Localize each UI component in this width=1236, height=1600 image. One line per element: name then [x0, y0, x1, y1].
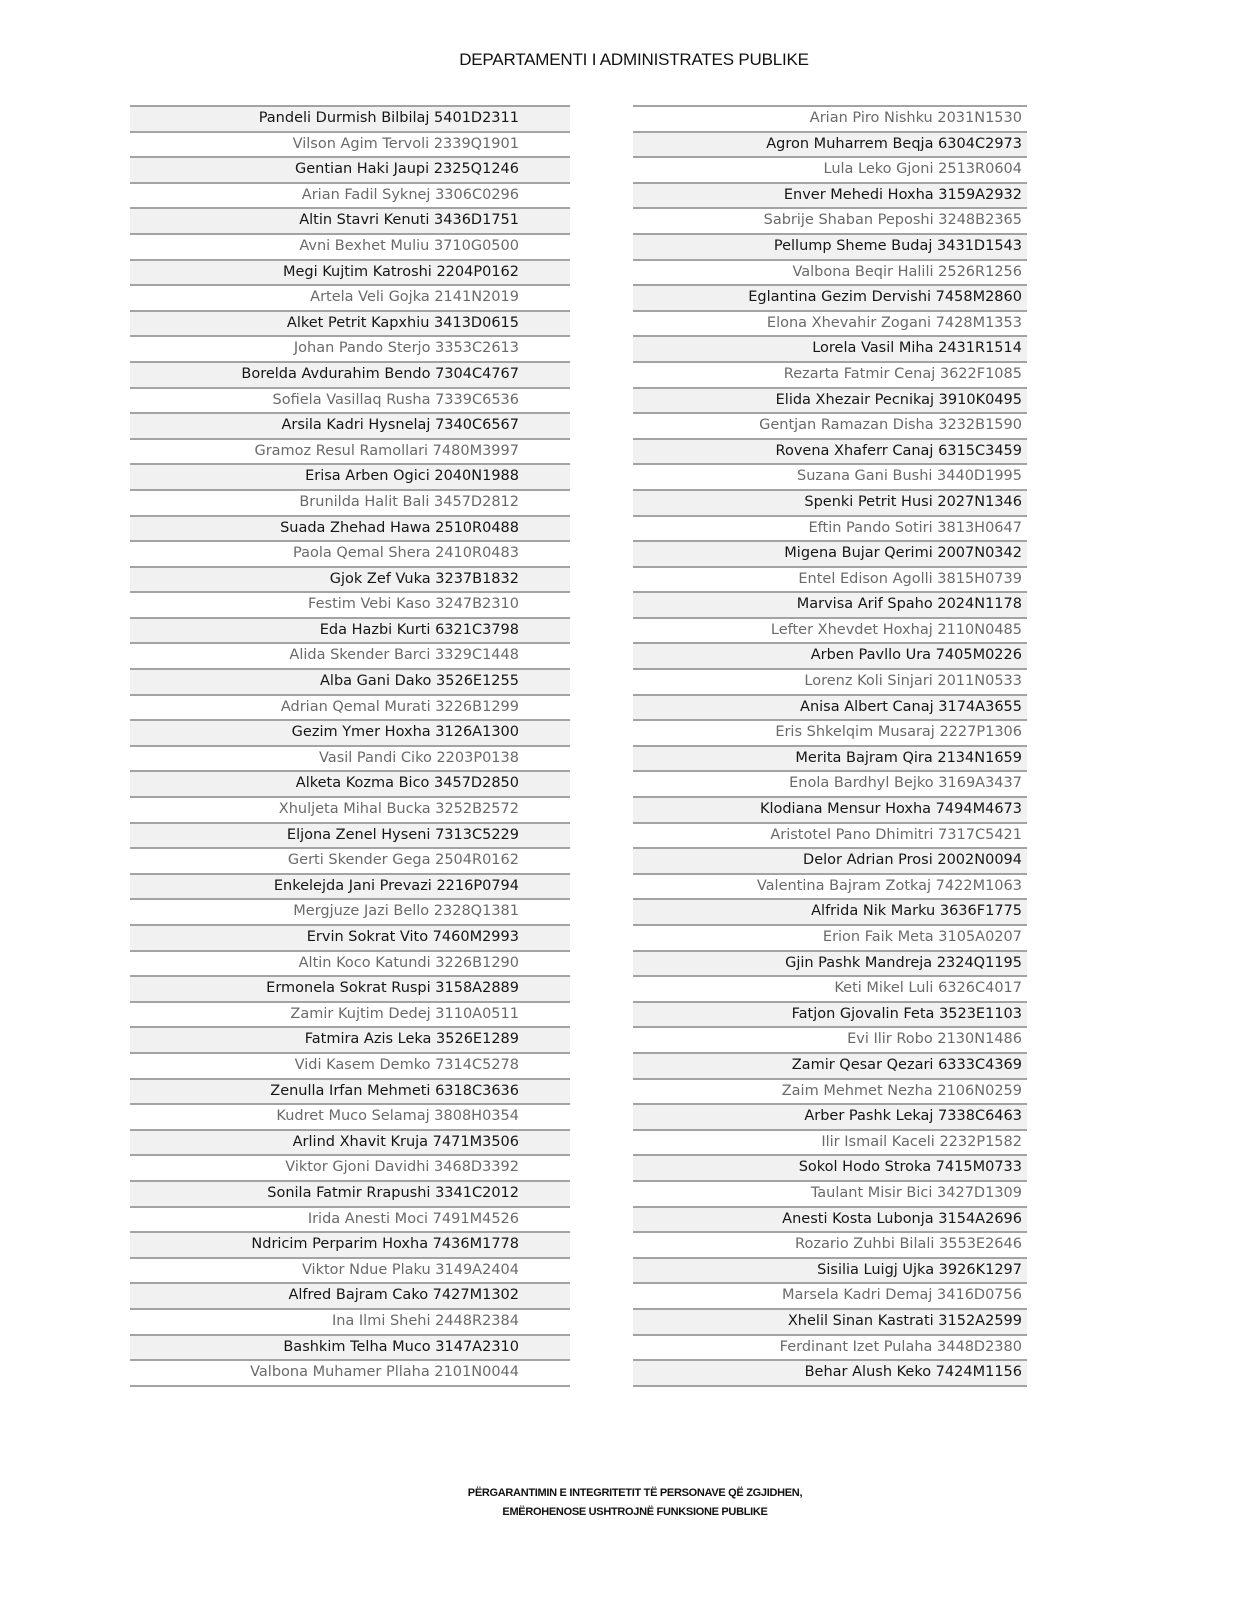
list-item: Pellump Sheme Budaj 3431D1543 [633, 233, 1027, 259]
list-item: Eris Shkelqim Musaraj 2227P1306 [633, 719, 1027, 745]
list-item: Arsila Kadri Hysnelaj 7340C6567 [130, 412, 570, 438]
list-item: Arian Piro Nishku 2031N1530 [633, 105, 1027, 131]
list-item: Adrian Qemal Murati 3226B1299 [130, 694, 570, 720]
list-item: Migena Bujar Qerimi 2007N0342 [633, 540, 1027, 566]
list-item: Bashkim Telha Muco 3147A2310 [130, 1334, 570, 1360]
list-item: Eda Hazbi Kurti 6321C3798 [130, 617, 570, 643]
right-name-list [633, 105, 1027, 1387]
list-item: Merita Bajram Qira 2134N1659 [633, 745, 1027, 771]
list-item: Sisilia Luigj Ujka 3926K1297 [633, 1257, 1027, 1283]
left-name-list [130, 105, 570, 1387]
list-item: Eglantina Gezim Dervishi 7458M2860 [633, 284, 1027, 310]
list-item: Gjok Zef Vuka 3237B1832 [130, 566, 570, 592]
list-item: Gerti Skender Gega 2504R0162 [130, 847, 570, 873]
list-item: Sokol Hodo Stroka 7415M0733 [633, 1154, 1027, 1180]
list-item: Altin Stavri Kenuti 3436D1751 [130, 207, 570, 233]
list-item: Zamir Kujtim Dedej 3110A0511 [130, 1001, 570, 1027]
list-item: Suzana Gani Bushi 3440D1995 [633, 463, 1027, 489]
list-item: Vasil Pandi Ciko 2203P0138 [130, 745, 570, 771]
list-item: Arlind Xhavit Kruja 7471M3506 [130, 1129, 570, 1155]
list-item: Gentjan Ramazan Disha 3232B1590 [633, 412, 1027, 438]
list-item: Lula Leko Gjoni 2513R0604 [633, 156, 1027, 182]
list-item: Erion Faik Meta 3105A0207 [633, 924, 1027, 950]
list-item: Xhuljeta Mihal Bucka 3252B2572 [130, 796, 570, 822]
list-item: Zamir Qesar Qezari 6333C4369 [633, 1052, 1027, 1078]
list-item: Erisa Arben Ogici 2040N1988 [130, 463, 570, 489]
list-item: Zenulla Irfan Mehmeti 6318C3636 [130, 1078, 570, 1104]
list-item: Borelda Avdurahim Bendo 7304C4767 [130, 361, 570, 387]
list-item: Alfrida Nik Marku 3636F1775 [633, 898, 1027, 924]
list-item: Mergjuze Jazi Bello 2328Q1381 [130, 898, 570, 924]
list-item: Viktor Ndue Plaku 3149A2404 [130, 1257, 570, 1283]
list-item: Fatjon Gjovalin Feta 3523E1103 [633, 1001, 1027, 1027]
footer [0, 1484, 1236, 1522]
list-item: Aristotel Pano Dhimitri 7317C5421 [633, 822, 1027, 848]
list-item: Zaim Mehmet Nezha 2106N0259 [633, 1078, 1027, 1104]
list-item: Elida Xhezair Pecnikaj 3910K0495 [633, 387, 1027, 413]
list-item: Sonila Fatmir Rrapushi 3341C2012 [130, 1180, 570, 1206]
list-item: Rovena Xhaferr Canaj 6315C3459 [633, 438, 1027, 464]
list-item: Kudret Muco Selamaj 3808H0354 [130, 1103, 570, 1129]
list-item: Johan Pando Sterjo 3353C2613 [130, 335, 570, 361]
list-item: Sofiela Vasillaq Rusha 7339C6536 [130, 387, 570, 413]
list-item: Brunilda Halit Bali 3457D2812 [130, 489, 570, 515]
list-item: Evi Ilir Robo 2130N1486 [633, 1026, 1027, 1052]
list-item: Gezim Ymer Hoxha 3126A1300 [130, 719, 570, 745]
list-item: Valentina Bajram Zotkaj 7422M1063 [633, 873, 1027, 899]
list-item: Ina Ilmi Shehi 2448R2384 [130, 1308, 570, 1334]
list-item: Behar Alush Keko 7424M1156 [633, 1359, 1027, 1387]
list-item: Lorela Vasil Miha 2431R1514 [633, 335, 1027, 361]
page-title: DEPARTAMENTI I ADMINISTRATES PUBLIKE [459, 50, 809, 69]
list-item: Valbona Beqir Halili 2526R1256 [633, 259, 1027, 285]
list-item: Enver Mehedi Hoxha 3159A2932 [633, 182, 1027, 208]
list-item: Taulant Misir Bici 3427D1309 [633, 1180, 1027, 1206]
list-item: Keti Mikel Luli 6326C4017 [633, 975, 1027, 1001]
list-item: Alida Skender Barci 3329C1448 [130, 642, 570, 668]
list-item: Anesti Kosta Lubonja 3154A2696 [633, 1206, 1027, 1232]
list-item: Avni Bexhet Muliu 3710G0500 [130, 233, 570, 259]
list-item: Arian Fadil Syknej 3306C0296 [130, 182, 570, 208]
list-item: Irida Anesti Moci 7491M4526 [130, 1206, 570, 1232]
list-item: Anisa Albert Canaj 3174A3655 [633, 694, 1027, 720]
list-item: Gramoz Resul Ramollari 7480M3997 [130, 438, 570, 464]
list-item: Eftin Pando Sotiri 3813H0647 [633, 515, 1027, 541]
list-item: Gentian Haki Jaupi 2325Q1246 [130, 156, 570, 182]
list-item: Ervin Sokrat Vito 7460M2993 [130, 924, 570, 950]
list-item: Festim Vebi Kaso 3247B2310 [130, 591, 570, 617]
list-item: Xhelil Sinan Kastrati 3152A2599 [633, 1308, 1027, 1334]
list-item: Suada Zhehad Hawa 2510R0488 [130, 515, 570, 541]
list-item: Altin Koco Katundi 3226B1290 [130, 950, 570, 976]
list-item: Ermonela Sokrat Ruspi 3158A2889 [130, 975, 570, 1001]
list-item: Agron Muharrem Beqja 6304C2973 [633, 131, 1027, 157]
list-item: Arben Pavllo Ura 7405M0226 [633, 642, 1027, 668]
list-item: Valbona Muhamer Pllaha 2101N0044 [130, 1359, 570, 1387]
list-item: Entel Edison Agolli 3815H0739 [633, 566, 1027, 592]
list-item: Spenki Petrit Husi 2027N1346 [633, 489, 1027, 515]
list-item: Enkelejda Jani Prevazi 2216P0794 [130, 873, 570, 899]
list-item: Arber Pashk Lekaj 7338C6463 [633, 1103, 1027, 1129]
footer-line-2: EMËROHENOSE USHTROJNË FUNKSIONE PUBLIKE [502, 1506, 768, 1518]
footer-line-1: PËRGARANTIMIN E INTEGRITETIT TË PERSONAVE QË ZGJIDHEN, [467, 1487, 803, 1499]
list-item: Alketa Kozma Bico 3457D2850 [130, 770, 570, 796]
list-item: Ndricim Perparim Hoxha 7436M1778 [130, 1231, 570, 1257]
list-item: Lefter Xhevdet Hoxhaj 2110N0485 [633, 617, 1027, 643]
list-item: Elona Xhevahir Zogani 7428M1353 [633, 310, 1027, 336]
list-item: Delor Adrian Prosi 2002N0094 [633, 847, 1027, 873]
list-item: Alket Petrit Kapxhiu 3413D0615 [130, 310, 570, 336]
list-item: Marsela Kadri Demaj 3416D0756 [633, 1282, 1027, 1308]
list-item: Megi Kujtim Katroshi 2204P0162 [130, 259, 570, 285]
list-item: Klodiana Mensur Hoxha 7494M4673 [633, 796, 1027, 822]
list-item: Sabrije Shaban Peposhi 3248B2365 [633, 207, 1027, 233]
list-item: Ilir Ismail Kaceli 2232P1582 [633, 1129, 1027, 1155]
list-item: Alfred Bajram Cako 7427M1302 [130, 1282, 570, 1308]
list-item: Lorenz Koli Sinjari 2011N0533 [633, 668, 1027, 694]
list-item: Enola Bardhyl Bejko 3169A3437 [633, 770, 1027, 796]
list-item: Viktor Gjoni Davidhi 3468D3392 [130, 1154, 570, 1180]
list-item: Alba Gani Dako 3526E1255 [130, 668, 570, 694]
list-item: Rozario Zuhbi Bilali 3553E2646 [633, 1231, 1027, 1257]
list-item: Paola Qemal Shera 2410R0483 [130, 540, 570, 566]
list-item: Gjin Pashk Mandreja 2324Q1195 [633, 950, 1027, 976]
list-item: Ferdinant Izet Pulaha 3448D2380 [633, 1334, 1027, 1360]
list-item: Eljona Zenel Hyseni 7313C5229 [130, 822, 570, 848]
list-item: Vilson Agim Tervoli 2339Q1901 [130, 131, 570, 157]
list-item: Rezarta Fatmir Cenaj 3622F1085 [633, 361, 1027, 387]
list-item: Pandeli Durmish Bilbilaj 5401D2311 [130, 105, 570, 131]
list-item: Artela Veli Gojka 2141N2019 [130, 284, 570, 310]
list-item: Vidi Kasem Demko 7314C5278 [130, 1052, 570, 1078]
list-item: Fatmira Azis Leka 3526E1289 [130, 1026, 570, 1052]
list-item: Marvisa Arif Spaho 2024N1178 [633, 591, 1027, 617]
